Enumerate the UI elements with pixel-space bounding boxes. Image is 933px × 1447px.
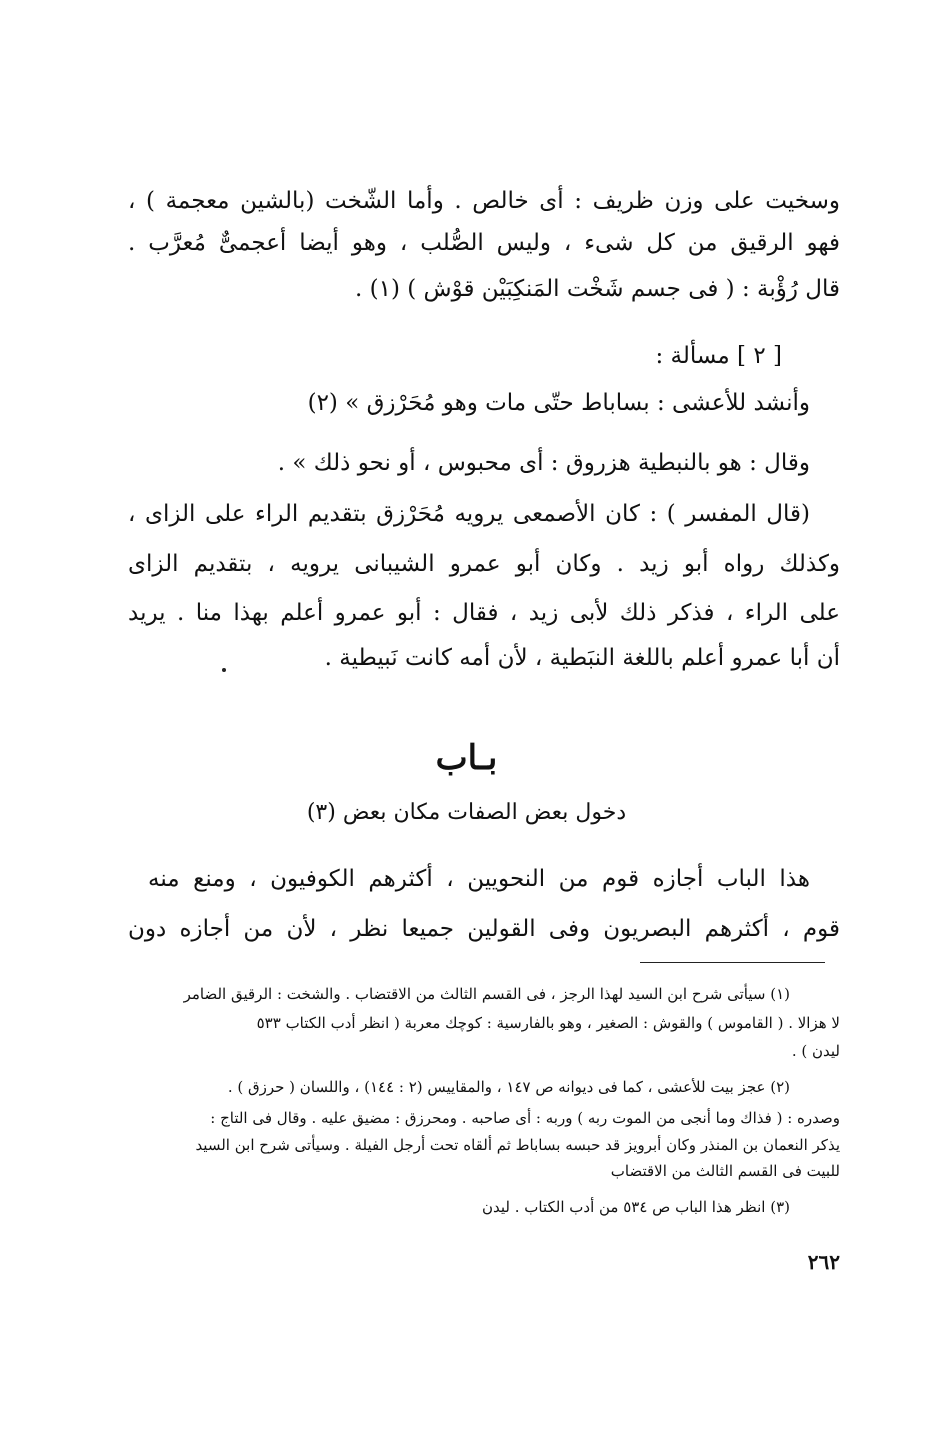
footnote-line: (٣) انظر هذا الباب ص ٥٣٤ من أدب الكتاب . ليدن [481, 1198, 790, 1216]
body-line: وقال : هو بالنبطية هزروق : أى محبوس ، أو نحو ذلك » . [277, 450, 810, 476]
footnote-rule [640, 962, 825, 963]
body-line: فهو الرقيق من كل شىء ، وليس الصُّلب ، وهو أيضا أعجمىٌّ مُعرَّب . [128, 230, 840, 256]
footnote-line: (٢) عجز بيت للأعشى ، كما فى ديوانه ص ١٤٧ ، والمقاييس (٢ : ١٤٤) ، واللسان ( حرزق ) . [227, 1078, 790, 1096]
footnote-line: لا هزالا . ( القاموس ) والقوش : الصغير ، وهو بالفارسية : كوچك معربة ( انظر أدب الكتاب ٥٣٣ [256, 1014, 840, 1032]
commentary-line: وكذلك رواه أبو زيد . وكان أبو عمرو الشيبانى يرويه ، بتقديم الزاى [128, 551, 840, 577]
verse-line: وأنشد للأعشى : بساباط حتّى مات وهو مُحَرْزق » (٢) [307, 390, 810, 416]
section-body-line: قوم ، أكثرهم البصريون وفى القولين جميعا نظر ، لأن من أجازه دون [128, 916, 840, 942]
commentary-line: (قال المفسر ) : كان الأصمعى يرويه مُحَرْزق بتقديم الراء على الزاى ، [128, 501, 810, 527]
commentary-line: أن أبا عمرو أعلم باللغة النبَطية ، لأن أمه كانت نَبيطية . [324, 645, 840, 671]
footnote-line: يذكر النعمان بن المنذر وكان أبرويز قد حبسه بساباط ثم ألقاه تحت أرجل الفيلة . وسيأتى شرح ابن السيد [195, 1136, 840, 1154]
section-title: بـاب [435, 738, 498, 778]
section-subtitle: دخول بعض الصفات مكان بعض (٣) [306, 800, 627, 825]
footnote-line: ليدن ) . [791, 1042, 840, 1060]
issue-heading: [ ٢ ] مسألة : [655, 343, 782, 369]
footnote-line: وصدره : ( فذاك وما أنجى من الموت ربه ) وربه : أى صاحبه . ومحرزق : مضيق عليه . وقال فى التاج : [210, 1109, 840, 1127]
page-number: ٢٦٢ [807, 1250, 840, 1274]
footnote-line: (١) سيأتى شرح ابن السيد لهذا الرجز ، فى القسم الثالث من الاقتضاب . والشخت : الرقيق الضامر [183, 985, 790, 1003]
footnote-line: للبيت فى القسم الثالث من الاقتضاب [610, 1162, 840, 1180]
section-body-line: هذا الباب أجازه قوم من النحويين ، أكثرهم الكوفيون ، ومنع منه [148, 866, 810, 892]
body-line: وسخيت على وزن ظريف : أى خالص . وأما الشّخت (بالشين معجمة ) ، [128, 188, 840, 214]
print-speck [222, 668, 226, 672]
commentary-line: على الراء ، فذكر ذلك لأبى زيد ، فقال : أبو عمرو أعلم بهذا منا . يريد [128, 600, 840, 626]
body-line: قال رُؤْبة : ( فى جسم شَخْت المَنكِبَيْن قوْش ) (١) . [355, 276, 840, 302]
